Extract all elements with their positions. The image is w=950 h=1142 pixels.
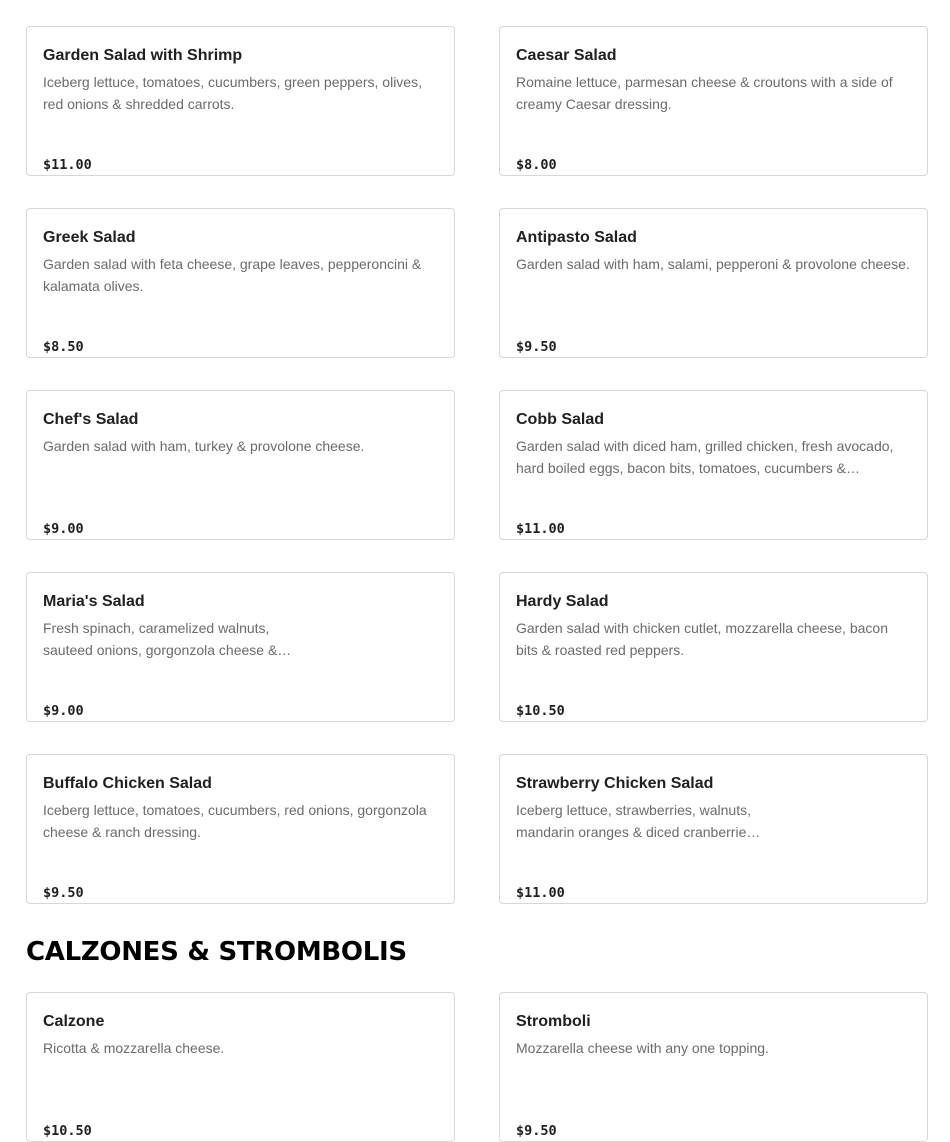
salads-grid xyxy=(26,26,928,904)
menu-item-price: $11.00 xyxy=(516,521,565,537)
menu-item-description: Garden salad with ham, salami, pepperoni & provolone cheese. xyxy=(516,256,910,272)
menu-item-name: Hardy Salad xyxy=(516,593,609,610)
menu-item-price: $9.50 xyxy=(516,1123,557,1139)
menu-item-name: Caesar Salad xyxy=(516,47,617,64)
calzones-section xyxy=(26,992,928,1142)
menu-item-price: $10.50 xyxy=(43,1123,92,1139)
menu-item-card[interactable] xyxy=(499,754,928,904)
calzones-grid xyxy=(26,992,928,1142)
menu-item-card[interactable] xyxy=(499,208,928,358)
menu-item-card[interactable] xyxy=(499,26,928,176)
menu-item-name: Calzone xyxy=(43,1013,105,1030)
menu-item-card[interactable] xyxy=(26,572,455,722)
menu-item-card[interactable] xyxy=(26,390,455,540)
menu-item-price: $9.00 xyxy=(43,521,84,537)
menu-item-card[interactable] xyxy=(499,572,928,722)
menu-item-name: Greek Salad xyxy=(43,229,136,246)
menu-item-card[interactable] xyxy=(26,754,455,904)
menu-item-description: Garden salad with diced ham, grilled chicken, fresh avocado, hard boiled eggs, bacon bits, tomatoes, cucumbers &… xyxy=(516,438,894,476)
menu-item-name: Strawberry Chicken Salad xyxy=(516,775,714,792)
menu-item-price: $9.50 xyxy=(43,885,84,901)
salads-section xyxy=(26,26,928,904)
menu-item-description: Ricotta & mozzarella cheese. xyxy=(43,1040,225,1056)
section-heading: CALZONES & STROMBOLIS xyxy=(26,937,407,967)
menu-item-description: Garden salad with chicken cutlet, mozzarella cheese, bacon bits & roasted red peppers. xyxy=(516,620,888,658)
menu-item-description: Romaine lettuce, parmesan cheese & croutons with a side of creamy Caesar dressing. xyxy=(516,74,893,112)
menu-item-card[interactable] xyxy=(26,992,455,1142)
menu-item-card[interactable] xyxy=(26,208,455,358)
menu-item-price: $9.50 xyxy=(516,339,557,355)
menu-item-name: Garden Salad with Shrimp xyxy=(43,47,243,64)
menu-item-name: Chef's Salad xyxy=(43,411,139,428)
menu-item-name: Buffalo Chicken Salad xyxy=(43,775,212,792)
menu-item-description: Iceberg lettuce, strawberries, walnuts, mandarin oranges & diced cranberrie… xyxy=(516,802,761,840)
menu-item-price: $10.50 xyxy=(516,703,565,719)
menu-item-price: $8.00 xyxy=(516,157,557,173)
menu-item-card[interactable] xyxy=(26,26,455,176)
menu-item-description: Garden salad with ham, turkey & provolone cheese. xyxy=(43,438,365,454)
menu-item-price: $11.00 xyxy=(516,885,565,901)
menu-item-description: Mozzarella cheese with any one topping. xyxy=(516,1040,769,1056)
menu-item-description: Garden salad with feta cheese, grape leaves, pepperoncini & kalamata olives. xyxy=(43,256,422,294)
menu-item-card[interactable] xyxy=(499,992,928,1142)
menu-item-description: Fresh spinach, caramelized walnuts, sauteed onions, gorgonzola cheese &… xyxy=(43,620,292,658)
menu-item-description: Iceberg lettuce, tomatoes, cucumbers, green peppers, olives, red onions & shredded carrots. xyxy=(43,74,422,112)
menu-item-name: Stromboli xyxy=(516,1013,591,1030)
menu-item-description: Iceberg lettuce, tomatoes, cucumbers, red onions, gorgonzola cheese & ranch dressing. xyxy=(43,802,427,840)
menu-item-name: Maria's Salad xyxy=(43,593,145,610)
menu-item-price: $11.00 xyxy=(43,157,92,173)
menu-item-price: $9.00 xyxy=(43,703,84,719)
menu-item-card[interactable] xyxy=(499,390,928,540)
menu-item-name: Antipasto Salad xyxy=(516,229,637,246)
menu-item-price: $8.50 xyxy=(43,339,84,355)
menu-item-name: Cobb Salad xyxy=(516,411,605,428)
